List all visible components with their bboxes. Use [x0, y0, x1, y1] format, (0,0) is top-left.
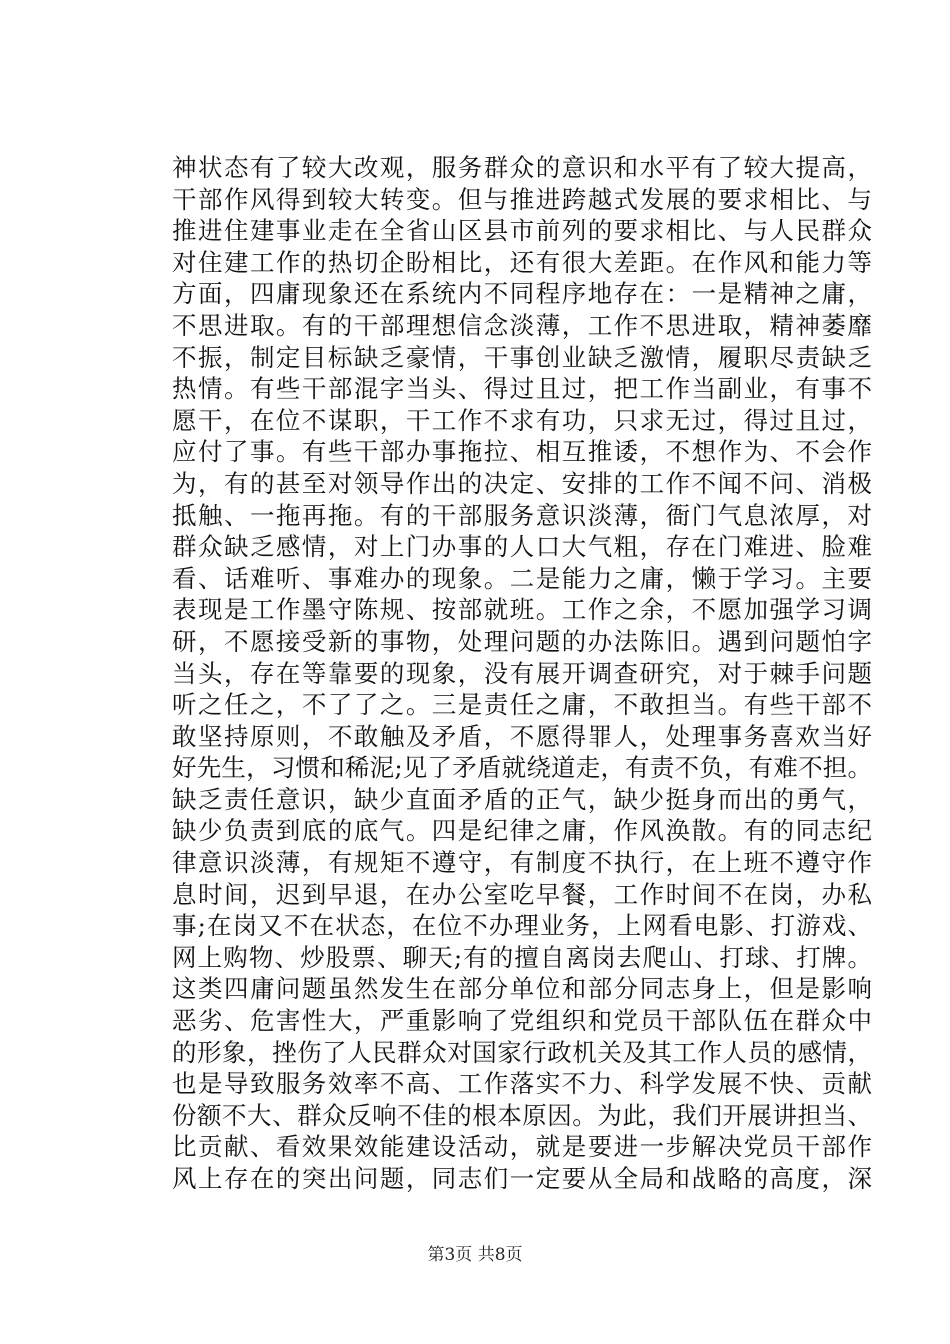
text-line: 恶劣、危害性大，严重影响了党组织和党员干部队伍在群众中 — [172, 1006, 872, 1036]
text-line: 比贡献、看效果效能建设活动，就是要进一步解决党员干部作 — [172, 1132, 872, 1162]
text-line: 息时间，迟到早退，在办公室吃早餐，工作时间不在岗，办私 — [172, 879, 872, 909]
text-line: 应付了事。有些干部办事拖拉、相互推诿，不想作为、不会作 — [172, 437, 872, 467]
text-line: 听之任之，不了了之。三是责任之庸，不敢担当。有些干部不 — [172, 690, 872, 720]
text-line: 缺乏责任意识，缺少直面矛盾的正气，缺少挺身而出的勇气， — [172, 784, 872, 814]
text-line: 对住建工作的热切企盼相比，还有很大差距。在作风和能力等 — [172, 247, 872, 277]
text-line: 事;在岗又不在状态，在位不办理业务，上网看电影、打游戏、 — [172, 911, 872, 941]
text-line: 这类四庸问题虽然发生在部分单位和部分同志身上，但是影响 — [172, 974, 872, 1004]
text-line: 神状态有了较大改观，服务群众的意识和水平有了较大提高， — [172, 153, 872, 182]
text-line: 律意识淡薄，有规矩不遵守，有制度不执行，在上班不遵守作 — [172, 848, 872, 878]
text-line: 也是导致服务效率不高、工作落实不力、科学发展不快、贡献 — [172, 1069, 872, 1099]
text-line: 不思进取。有的干部理想信念淡薄，工作不思进取，精神萎靡 — [172, 310, 872, 340]
text-line: 表现是工作墨守陈规、按部就班。工作之余，不愿加强学习调 — [172, 595, 872, 625]
text-line: 看、话难听、事难办的现象。二是能力之庸，懒于学习。主要 — [172, 563, 872, 593]
text-line: 不振，制定目标缺乏豪情，干事创业缺乏激情，履职尽责缺乏 — [172, 342, 872, 372]
text-line: 的形象，挫伤了人民群众对国家行政机关及其工作人员的感情， — [172, 1037, 872, 1067]
text-line: 研，不愿接受新的事物，处理问题的办法陈旧。遇到问题怕字 — [172, 626, 872, 656]
text-line: 份额不大、群众反响不佳的根本原因。为此，我们开展讲担当、 — [172, 1100, 872, 1130]
text-line: 干部作风得到较大转变。但与推进跨越式发展的要求相比、与 — [172, 184, 872, 214]
text-line: 热情。有些干部混字当头、得过且过，把工作当副业，有事不 — [172, 374, 872, 404]
text-line: 风上存在的突出问题，同志们一定要从全局和战略的高度，深 — [172, 1164, 872, 1193]
text-line: 群众缺乏感情，对上门办事的人口大气粗，存在门难进、脸难 — [172, 532, 872, 562]
document-body — [172, 152, 872, 1195]
text-line: 抵触、一拖再拖。有的干部服务意识淡薄，衙门气息浓厚，对 — [172, 500, 872, 530]
text-line: 好先生，习惯和稀泥;见了矛盾就绕道走，有责不负，有难不担。 — [172, 753, 872, 783]
text-line: 推进住建事业走在全省山区县市前列的要求相比、与人民群众 — [172, 216, 872, 246]
text-line: 敢坚持原则，不敢触及矛盾，不愿得罪人，处理事务喜欢当好 — [172, 721, 872, 751]
text-line: 网上购物、炒股票、聊天;有的擅自离岗去爬山、打球、打牌。 — [172, 942, 872, 972]
text-line: 当头，存在等靠要的现象，没有展开调查研究，对于棘手问题 — [172, 658, 872, 688]
text-line: 愿干，在位不谋职，干工作不求有功，只求无过，得过且过， — [172, 405, 872, 435]
page-number-footer: 第3页 共8页 — [427, 1245, 523, 1265]
text-line: 为，有的甚至对领导作出的决定、安排的工作不闻不问、消极 — [172, 468, 872, 498]
text-line: 方面，四庸现象还在系统内不同程序地存在：一是精神之庸， — [172, 279, 872, 309]
text-line: 缺少负责到底的底气。四是纪律之庸，作风涣散。有的同志纪 — [172, 816, 872, 846]
